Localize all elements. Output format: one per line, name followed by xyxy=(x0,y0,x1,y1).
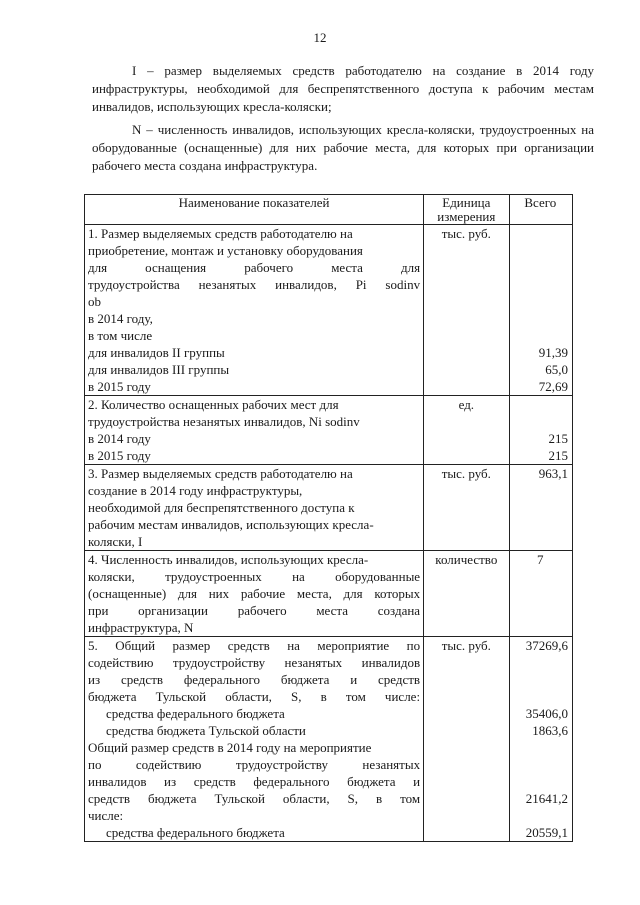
indicator-line: Общий размер средств в 2014 году на мероприятие xyxy=(88,740,372,755)
indicator-line: из средств федерального бюджета и средств xyxy=(88,672,421,687)
indicator-line: по содействию трудоустройству незанятых xyxy=(88,757,421,772)
table-row xyxy=(85,225,573,396)
total-value xyxy=(513,225,568,242)
indicator-line: (оснащенные) для них рабочие места, для которых xyxy=(88,586,421,601)
total-value xyxy=(513,602,568,619)
unit-cell: количество xyxy=(424,551,510,637)
indicator-line: необходимой для беспрепятственного доступа к xyxy=(88,500,355,515)
total-value xyxy=(513,619,568,636)
indicator-line: 3. Размер выделяемых средств работодателю на xyxy=(88,466,353,481)
total-value xyxy=(513,276,568,293)
indicator-line: при организации рабочего места создана xyxy=(88,603,421,618)
total-value xyxy=(513,654,568,671)
total-value xyxy=(513,242,568,259)
table-row xyxy=(85,465,573,551)
unit-cell: тыс. руб. xyxy=(424,465,510,551)
table-body xyxy=(85,225,573,842)
intro-paragraph-1 xyxy=(92,62,594,116)
indicator-line: для инвалидов II группы xyxy=(88,345,225,360)
indicator-line: содействию трудоустройству незанятых инвалидов xyxy=(88,655,421,670)
indicator-name-cell xyxy=(85,637,424,842)
unit-cell: ед. xyxy=(424,396,510,465)
total-value xyxy=(513,671,568,688)
total-value: 21641,2 xyxy=(525,791,568,806)
indicator-line: трудоустройства незанятых инвалидов, Ni sodinv xyxy=(88,414,360,429)
indicator-name-cell xyxy=(85,465,424,551)
indicator-line: в том числе xyxy=(88,328,153,343)
indicator-line: в 2014 году xyxy=(88,431,151,446)
indicator-line: в 2015 году xyxy=(88,448,151,463)
total-value xyxy=(513,533,568,550)
indicator-line: создание в 2014 году инфраструктуры, xyxy=(88,483,303,498)
intro-paragraph-2 xyxy=(92,121,594,175)
header-total: Всего xyxy=(509,195,572,225)
indicator-line: 5. Общий размер средств на мероприятие по xyxy=(88,638,421,653)
total-value: 65,0 xyxy=(545,362,568,377)
total-cell xyxy=(509,225,572,396)
page-number: 12 xyxy=(313,30,327,45)
indicator-line: инвалидов из средств федерального бюджета и xyxy=(88,774,421,789)
total-value xyxy=(513,568,568,585)
total-cell xyxy=(509,465,572,551)
intro-text-2: N – численность инвалидов, использующих кресла-коляски, трудоустроенных на оборудованные (оснащенные) для них рабочие места, для которых при организации рабочего места создана инфраструктура. xyxy=(92,122,594,173)
table-row xyxy=(85,637,573,842)
indicator-name-cell xyxy=(85,396,424,465)
indicator-line: в 2014 году, xyxy=(88,311,153,326)
header-unit: Единица измерения xyxy=(424,195,510,225)
total-value xyxy=(513,413,568,430)
total-value xyxy=(513,773,568,790)
unit-cell: тыс. руб. xyxy=(424,637,510,842)
indicator-line: 1. Размер выделяемых средств работодателю на xyxy=(88,226,353,241)
total-cell xyxy=(509,396,572,465)
total-value xyxy=(513,516,568,533)
total-value: 215 xyxy=(548,431,568,446)
indicator-line: для инвалидов III группы xyxy=(88,362,230,377)
total-value xyxy=(513,259,568,276)
total-value xyxy=(513,310,568,327)
indicator-line: приобретение, монтаж и установку оборудования xyxy=(88,243,363,258)
indicator-line: 2. Количество оснащенных рабочих мест для xyxy=(88,397,339,412)
indicator-line: коляски, I xyxy=(88,534,143,549)
total-value xyxy=(513,482,568,499)
total-value: 91,39 xyxy=(538,345,568,360)
total-value xyxy=(513,499,568,516)
indicator-name-cell xyxy=(85,551,424,637)
indicator-line: средства бюджета Тульской области xyxy=(106,723,306,738)
total-value xyxy=(513,396,568,413)
indicator-line: бюджета Тульской области, S, в том числе: xyxy=(88,689,421,704)
total-value xyxy=(513,293,568,310)
total-value: 7 xyxy=(537,552,544,567)
total-value: 20559,1 xyxy=(525,825,568,840)
indicator-line: ob xyxy=(88,294,101,309)
total-cell xyxy=(509,551,572,637)
total-value xyxy=(513,688,568,705)
total-value: 35406,0 xyxy=(525,706,568,721)
total-value: 1863,6 xyxy=(532,723,568,738)
table-row xyxy=(85,396,573,465)
total-value: 215 xyxy=(548,448,568,463)
indicator-line: средств бюджета Тульской области, S, в том xyxy=(88,791,421,806)
total-value: 37269,6 xyxy=(525,638,568,653)
unit-cell: тыс. руб. xyxy=(424,225,510,396)
total-value xyxy=(513,585,568,602)
indicator-line: в 2015 году xyxy=(88,379,151,394)
table-row xyxy=(85,551,573,637)
indicator-line: инфраструктура, N xyxy=(88,620,194,635)
total-value xyxy=(513,756,568,773)
indicator-line: для оснащения рабочего места для xyxy=(88,260,421,275)
total-value xyxy=(513,739,568,756)
indicator-line: рабочим местам инвалидов, использующих кресла- xyxy=(88,517,374,532)
indicator-line: коляски, трудоустроенных на оборудованные xyxy=(88,569,421,584)
indicators-table xyxy=(84,194,573,842)
total-value: 963,1 xyxy=(538,466,568,481)
header-indicator-name: Наименование показателей xyxy=(85,195,424,225)
total-value: 72,69 xyxy=(538,379,568,394)
indicator-line: числе: xyxy=(88,808,124,823)
total-value xyxy=(513,327,568,344)
indicator-line: 4. Численность инвалидов, использующих кресла- xyxy=(88,552,369,567)
table-header-row xyxy=(85,195,573,225)
indicator-line: средства федерального бюджета xyxy=(106,825,285,840)
indicator-line: средства федерального бюджета xyxy=(106,706,285,721)
intro-text-1: I – размер выделяемых средств работодателю на создание в 2014 году инфраструктуры, необходимой для беспрепятственного доступа к рабочим местам инвалидов, использующих кресла-коляски; xyxy=(92,63,594,114)
total-value xyxy=(513,807,568,824)
total-cell xyxy=(509,637,572,842)
indicator-name-cell xyxy=(85,225,424,396)
indicator-line: трудоустройства незанятых инвалидов, Pi sodinv xyxy=(88,277,421,292)
